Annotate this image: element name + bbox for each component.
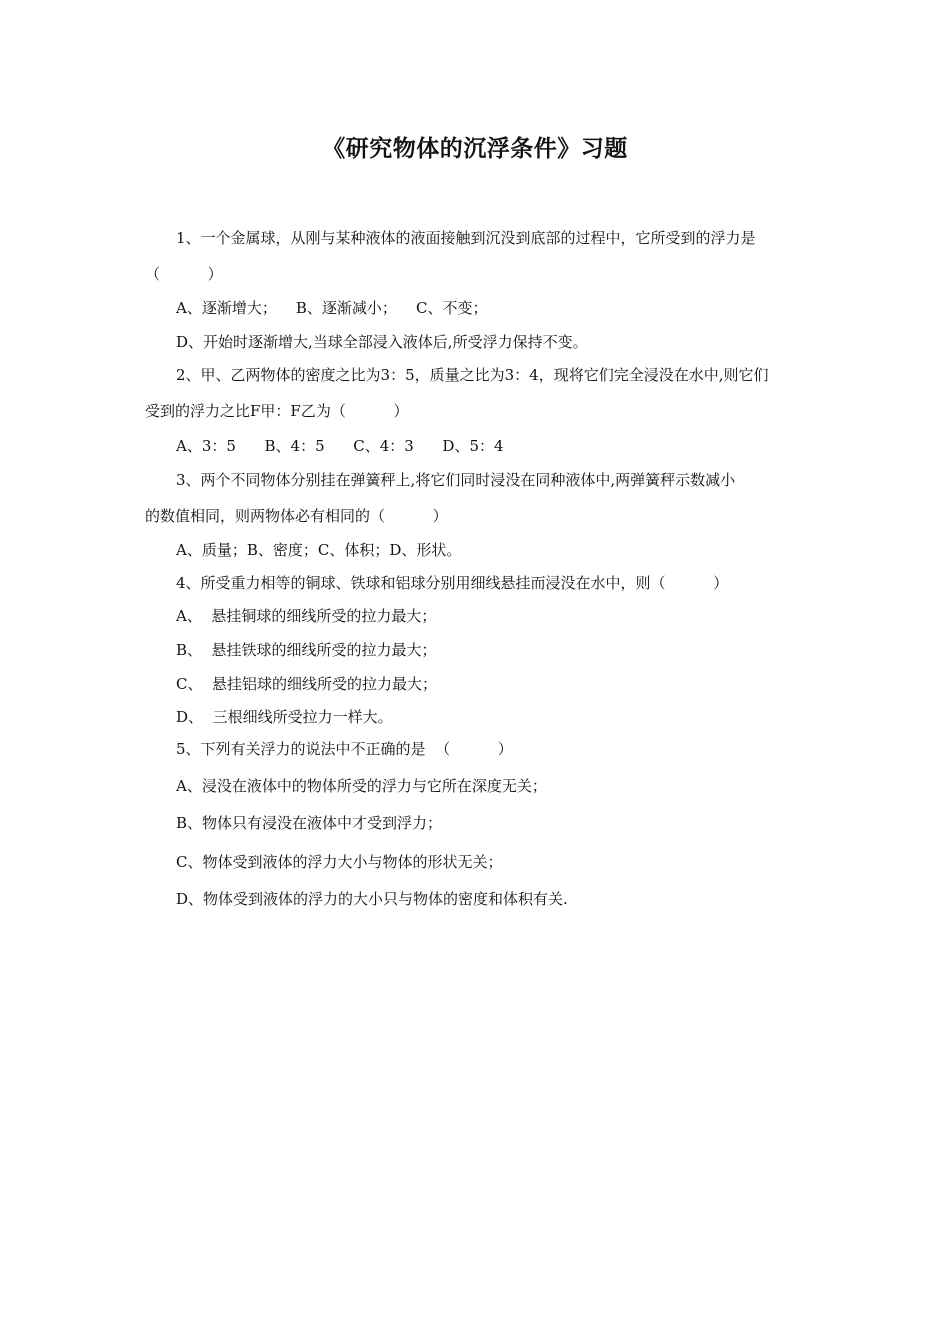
question-1-stem: 1、一个金属球，从刚与某种液体的液面接触到沉没到底部的过程中，它所受到的浮力是 — [176, 229, 756, 247]
question-1-option-d: D、开始时逐渐增大,当球全部浸入液体后,所受浮力保持不变。 — [176, 333, 588, 351]
question-1-blank: （ ） — [145, 265, 223, 283]
question-5-stem: 5、下列有关浮力的说法中不正确的是 （ ） — [176, 740, 513, 758]
question-2-stem: 2、甲、乙两物体的密度之比为3：5，质量之比为3：4，现将它们完全浸没在水中,则它们 — [176, 366, 769, 384]
question-5-option-b: B、物体只有浸没在液体中才受到浮力； — [176, 814, 443, 832]
question-5-option-a: A、浸没在液体中的物体所受的浮力与它所在深度无关； — [176, 777, 547, 795]
question-4-option-b: B、 悬挂铁球的细线所受的拉力最大； — [176, 641, 437, 659]
question-3-stem: 3、两个不同物体分别挂在弹簧秤上,将它们同时浸没在同种液体中,两弹簧秤示数减小 — [176, 471, 736, 489]
question-3-stem-cont: 的数值相同，则两物体必有相同的（ ） — [145, 507, 448, 525]
question-3-options: A、质量；B、密度；C、体积；D、形状。 — [176, 541, 462, 559]
page-title: 《研究物体的沉浮条件》习题 — [322, 136, 628, 162]
question-2-stem-cont: 受到的浮力之比F甲：F乙为（ ） — [145, 402, 409, 420]
question-4-option-a: A、 悬挂铜球的细线所受的拉力最大； — [176, 607, 437, 625]
question-4-stem: 4、所受重力相等的铜球、铁球和铝球分别用细线悬挂而浸没在水中，则（ ） — [176, 574, 729, 592]
question-5-option-d: D、物体受到液体的浮力的大小只与物体的密度和体积有关. — [176, 890, 568, 908]
question-4-option-c: C、 悬挂铝球的细线所受的拉力最大； — [176, 675, 438, 693]
question-4-option-d: D、 三根细线所受拉力一样大。 — [176, 708, 393, 726]
question-1-options-abc: A、逐渐增大； B、逐渐减小； C、不变； — [176, 299, 488, 317]
question-2-options: A、3：5 B、4：5 C、4：3 D、5：4 — [176, 437, 504, 455]
question-5-option-c: C、物体受到液体的浮力大小与物体的形状无关； — [176, 853, 503, 871]
